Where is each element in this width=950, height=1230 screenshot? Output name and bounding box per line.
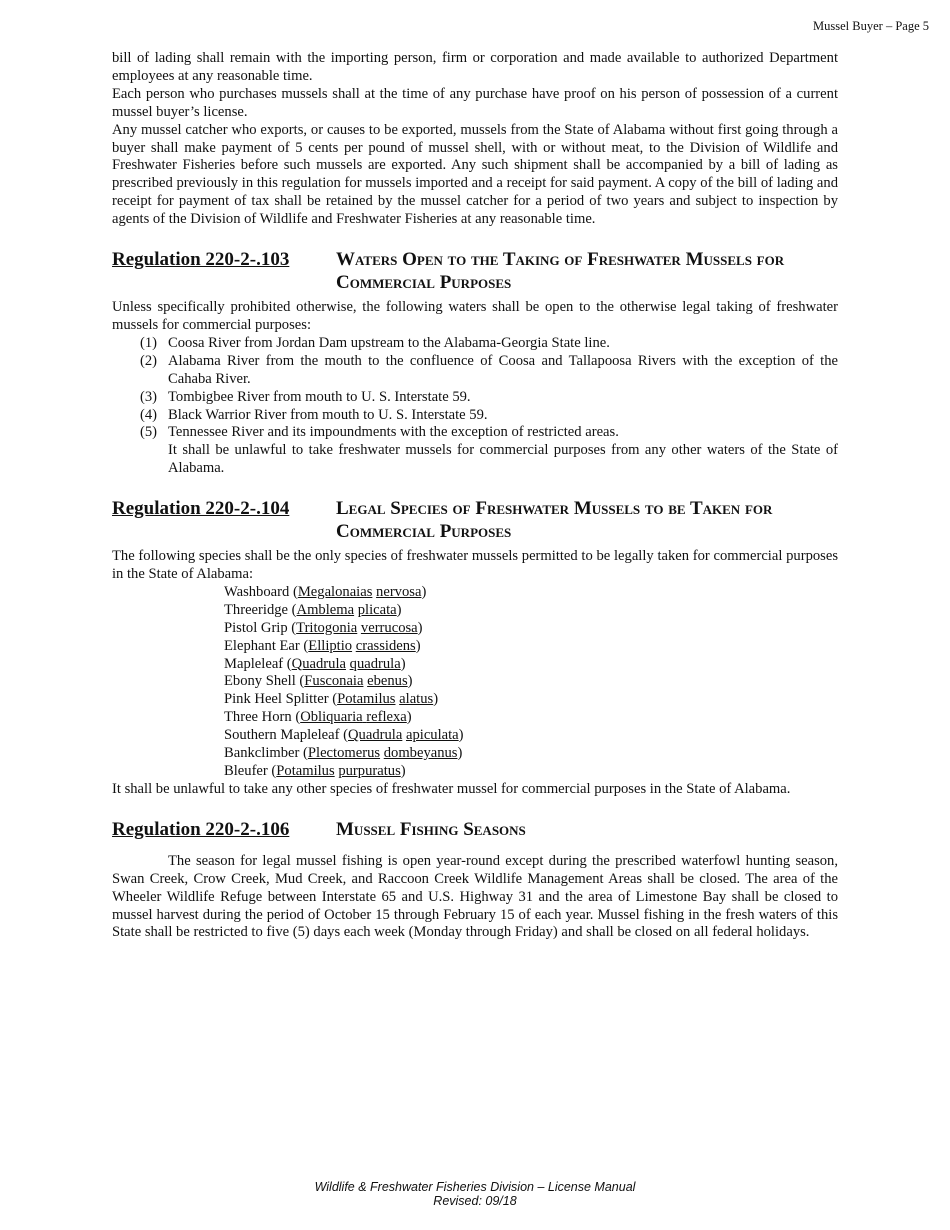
species-epithet: ebenus	[367, 673, 408, 690]
species-item: Washboard (Megalonaias nervosa)	[224, 583, 427, 600]
species-item: Bankclimber (Plectomerus dombeyanus)	[224, 745, 463, 762]
species-common-name: Southern Mapleleaf	[224, 727, 340, 744]
species-item: Elephant Ear (Elliptio crassidens)	[224, 637, 421, 654]
list-item-text: Black Warrior River from mouth to U. S. Interstate 59.	[168, 406, 488, 423]
regulation-104-title-line1: Legal Species of Freshwater Mussels to be Taken for	[336, 498, 773, 520]
species-item: Bleufer (Potamilus purpuratus)	[224, 763, 406, 779]
footer-line1: Wildlife & Freshwater Fisheries Division – License Manual	[314, 1180, 636, 1194]
page-header: Mussel Buyer – Page 5	[813, 19, 929, 33]
species-item: Ebony Shell (Fusconaia ebenus)	[224, 673, 413, 690]
species-genus: Fusconaia	[304, 673, 364, 690]
regulation-106-title: Mussel Fishing Seasons	[336, 818, 526, 840]
species-common-name: Three Horn	[224, 709, 292, 726]
species-common-name: Elephant Ear	[224, 637, 300, 654]
waters-list	[112, 335, 838, 442]
list-item-number: (5)	[140, 424, 158, 441]
species-genus: Quadrula	[348, 727, 403, 744]
species-common-name: Ebony Shell	[224, 673, 296, 690]
list-item-text: Tennessee River and its impoundments with the exception of restricted areas.	[168, 424, 619, 441]
species-item: Three Horn (Obliquaria reflexa)	[224, 709, 412, 726]
intro-paragraph-1: bill of lading shall remain with the importing person, firm or corporation and made available to authorized Department employees at any reasonable time.	[112, 50, 838, 84]
regulation-104-intro: The following species shall be the only species of freshwater mussels permitted to be legally taken for commercial purposes in the State of Alabama:	[112, 548, 838, 583]
document-body	[112, 50, 838, 942]
list-item	[112, 353, 838, 389]
regulation-104-title	[336, 497, 772, 543]
species-epithet: purpuratus	[338, 763, 401, 779]
species-genus: Amblema	[296, 601, 355, 618]
regulation-104-closing: It shall be unlawful to take any other species of freshwater mussel for commercial purposes in the State of Alabama.	[112, 780, 791, 797]
species-genus: Potamilus	[276, 763, 335, 779]
species-epithet: apiculata	[405, 727, 459, 744]
regulation-103-title	[336, 248, 784, 294]
species-genus: Tritogonia	[296, 619, 358, 636]
species-common-name: Pistol Grip	[224, 619, 288, 636]
species-common-name: Threeridge	[224, 601, 289, 618]
species-epithet: reflexa	[366, 709, 407, 726]
regulation-106-heading	[112, 818, 874, 841]
species-common-name: Pink Heel Splitter	[224, 691, 329, 708]
species-epithet: dombeyanus	[383, 745, 458, 762]
list-item	[112, 389, 838, 407]
species-genus: Quadrula	[291, 655, 346, 672]
regulation-103-intro: Unless specifically prohibited otherwise, the following waters shall be open to the otherwise legal taking of freshwater mussels for commercial purposes:	[112, 299, 838, 333]
footer-line2: Revised: 09/18	[433, 1194, 517, 1208]
species-epithet: alatus	[399, 691, 434, 708]
regulation-104-title-line2: Commercial Purposes	[336, 521, 512, 543]
species-epithet: plicata	[357, 601, 397, 618]
regulation-103-closing: It shall be unlawful to take freshwater mussels for commercial purposes from any other waters of the State of Alabama.	[168, 442, 838, 477]
intro-paragraph-2: Each person who purchases mussels shall at the time of any purchase have proof on his person of possession of a current mussel buyer’s license.	[112, 85, 838, 120]
species-genus: Plectomerus	[307, 745, 381, 762]
list-item-number: (2)	[140, 352, 158, 369]
regulation-104-number: Regulation 220-2-.104	[112, 498, 290, 520]
list-item-number: (1)	[140, 334, 158, 351]
regulation-103-title-line2: Commercial Purposes	[336, 272, 512, 294]
list-item-number: (3)	[140, 388, 158, 405]
regulation-104-heading	[112, 497, 874, 543]
list-item-text: Coosa River from Jordan Dam upstream to the Alabama-Georgia State line.	[168, 334, 610, 351]
list-item-text: Tombigbee River from mouth to U. S. Interstate 59.	[168, 388, 471, 405]
list-item	[112, 424, 838, 442]
list-item	[112, 335, 838, 353]
intro-paragraph-3: Any mussel catcher who exports, or causes to be exported, mussels from the State of Alabama without first going through a buyer shall make payment of 5 cents per pound of mussel shell, with or without meat, to the Division of Wildlife and Freshwater Fisheries before such mussels are exported. Any such shipment shall be accompanied by a bill of lading as prescribed previously in this regulation for mussels imported and a receipt for said payment. A copy of the bill of lading and receipt for payment of tax shall be retained by the mussel catcher for a period of two years and subject to inspection by agents of the Division of Wildlife and Freshwater Fisheries at any reasonable time.	[112, 121, 838, 228]
species-common-name: Mapleleaf	[224, 655, 284, 672]
species-genus: Obliquaria	[300, 709, 363, 726]
species-item: Pink Heel Splitter (Potamilus alatus)	[224, 691, 439, 708]
species-genus: Megalonaias	[297, 583, 373, 600]
regulation-106-number: Regulation 220-2-.106	[112, 818, 290, 840]
list-item-number: (4)	[140, 406, 158, 423]
page-footer	[0, 1180, 950, 1208]
regulation-103-heading	[112, 248, 874, 294]
species-epithet: quadrula	[349, 655, 401, 672]
species-item: Threeridge (Amblema plicata)	[224, 601, 402, 618]
list-item-text: Alabama River from the mouth to the confluence of Coosa and Tallapoosa Rivers with the exception of the Cahaba River.	[168, 352, 838, 387]
species-genus: Potamilus	[337, 691, 396, 708]
species-list	[112, 584, 838, 781]
regulation-106-body: The season for legal mussel fishing is open year-round except during the prescribed waterfowl hunting season, Swan Creek, Crow Creek, Mud Creek, and Raccoon Creek Wildlife Management Areas shall be closed. The area of the Wheeler Wildlife Refuge between Interstate 65 and U.S. Highway 31 and the area of Limestone Bay shall be closed to mussel harvest during the period of October 15 through February 15 of each year. Mussel fishing in the fresh waters of this State shall be restricted to five (5) days each week (Monday through Friday) and shall be closed on all federal holidays.	[112, 852, 838, 941]
species-genus: Elliptio	[308, 637, 353, 654]
species-item: Pistol Grip (Tritogonia verrucosa)	[224, 619, 423, 636]
list-item	[112, 407, 838, 425]
species-item: Southern Mapleleaf (Quadrula apiculata)	[224, 727, 464, 744]
regulation-103-title-line1: Waters Open to the Taking of Freshwater Mussels for	[336, 249, 785, 271]
species-epithet: crassidens	[355, 637, 416, 654]
species-epithet: verrucosa	[360, 619, 418, 636]
species-epithet: nervosa	[376, 583, 422, 600]
species-common-name: Washboard	[224, 583, 290, 600]
regulation-103-number: Regulation 220-2-.103	[112, 249, 290, 271]
species-common-name: Bankclimber	[224, 745, 300, 762]
species-common-name: Bleufer	[224, 763, 268, 779]
species-item: Mapleleaf (Quadrula quadrula)	[224, 655, 406, 672]
